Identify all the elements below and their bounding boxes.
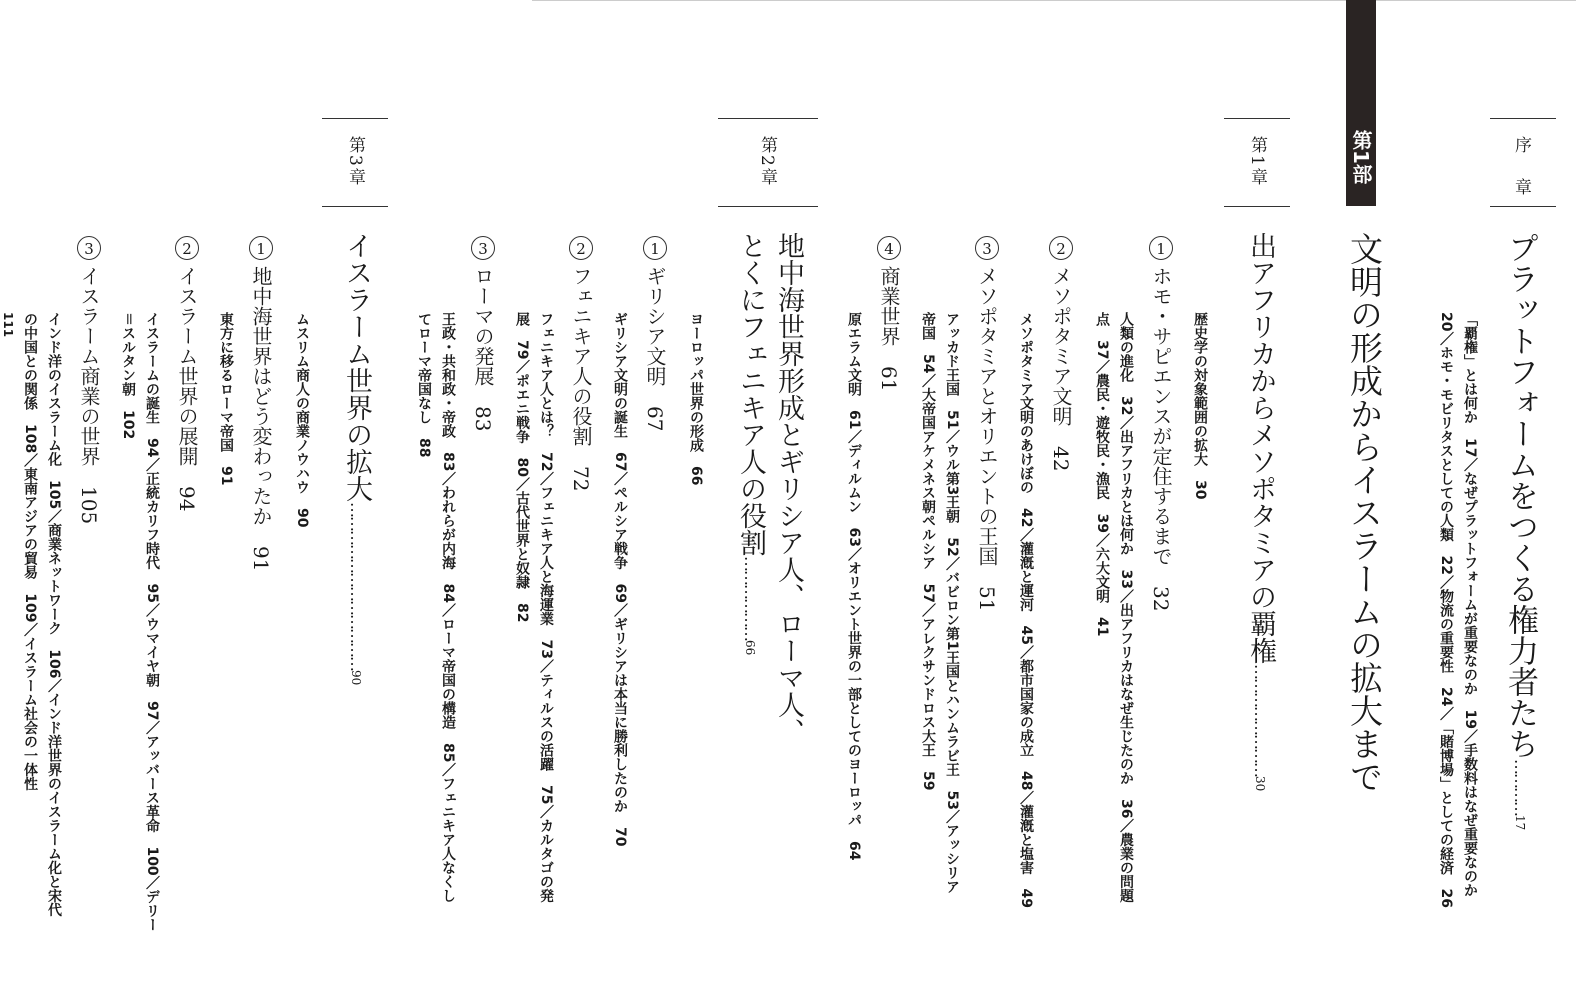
ch3-sec1-sub-1: 東方に移るローマ帝国 91 — [218, 312, 234, 486]
section-number-badge: 2 — [569, 236, 593, 260]
leader-dots: ……………… — [741, 556, 760, 640]
ch3-sec3 — [76, 236, 102, 524]
ch3-sec3-sub-1: インド洋のイスラーム化 105／商業ネットワーク 106／インド洋世界のイスラーム化と宋代 — [46, 312, 62, 917]
ch1-sec1-sub-1: 人類の進化 32／出アフリカとは何か 33／出アフリカはなぜ生じたのか 36／農業の問題 — [1118, 312, 1134, 903]
section-title: イスラーム商業の世界 105 — [77, 266, 101, 525]
ch1-sec1-sub-2: 点 37／農民・遊牧民・漁民 39／六大文明 41 — [1094, 312, 1110, 637]
section-title: ギリシア文明 67 — [643, 266, 667, 432]
ch3-label: 第3章 — [345, 136, 365, 187]
ch3-page: 90 — [349, 670, 363, 686]
leader-dots: ………… — [1511, 759, 1530, 815]
top-rule — [532, 0, 1576, 1]
section-number-badge: 2 — [175, 236, 199, 260]
ch3-sec2-sub-2: ＝スルタン朝 102 — [120, 312, 136, 440]
intro-page: 17 — [1513, 815, 1527, 831]
intro-sub-1: 「覇権」とは何か 17／なぜプラットフォームが重要なのか 19／手数料はなぜ重要なのか — [1462, 312, 1478, 897]
ch2-page: 66 — [743, 640, 757, 656]
ch2-sec3-sub-2: てローマ帝国なし 88 — [416, 312, 432, 458]
ch2-sec1 — [642, 236, 668, 431]
intro-title — [1500, 232, 1540, 952]
ch1-sec2 — [1048, 236, 1074, 471]
ch2-sec3 — [470, 236, 496, 431]
ch2-sec2-sub-1: フェニキア人とは？ 72／フェニキア人と海運業 73／ティルスの活躍 75／カルタゴの発 — [538, 312, 554, 903]
ch1-title — [1242, 232, 1278, 791]
ch2-sec2-sub-2: 展 79／ポエニ戦争 80／古代世界と奴隷 82 — [514, 312, 530, 623]
intro-label-rule-top — [1490, 118, 1556, 119]
ch3-title-text: イスラーム世界の拡大 — [341, 232, 372, 502]
ch1-title-text: 出アフリカからメソポタミアの覇権 — [1245, 232, 1276, 664]
ch2-title-line-1: 地中海世界形成とギリシア人、ローマ人、 — [773, 232, 804, 745]
ch2-sec1-sub-1: ギリシア文明の誕生 67／ペルシア戦争 69／ギリシアは本当に勝利したのか 70 — [612, 312, 628, 847]
ch2-sec2 — [568, 236, 594, 491]
ch3-label-rule-top — [322, 118, 388, 119]
section-title: ローマの発展 83 — [471, 266, 495, 432]
leader-dots: ……………………………… — [347, 502, 366, 670]
ch3-title — [338, 232, 374, 685]
part1-label: 第1部 — [1349, 130, 1373, 184]
intro-label: 序 章 — [1511, 136, 1531, 199]
ch2-label: 第2章 — [757, 136, 777, 187]
ch3-sec3-sub-3: 111 — [1, 312, 15, 338]
section-title: イスラーム世界の展開 94 — [175, 266, 199, 512]
ch1-sec2-sub-1: メソポタミア文明のあけぼの 42／灌漑と運河 45／都市国家の成立 48／灌漑と塩害 49 — [1018, 312, 1034, 908]
section-number-badge: 3 — [975, 236, 999, 260]
ch2-label-rule-top — [718, 118, 818, 119]
ch2-label-rule-bottom — [718, 206, 818, 207]
section-number-badge: 4 — [877, 236, 901, 260]
ch2-title-line-2-text: とくにフェニキア人の役割 — [735, 232, 766, 556]
ch3-sec2 — [174, 236, 200, 511]
section-number-badge: 2 — [1049, 236, 1073, 260]
ch1-label-rule-top — [1224, 118, 1290, 119]
ch3-sec1 — [248, 236, 274, 571]
ch1-sec3-sub-2: 帝国 54／大帝国アケメネス朝ペルシア 57／アレクサンドロス大王 59 — [920, 312, 936, 791]
ch1-lead-text: 歴史学の対象範囲の拡大 30 — [1192, 312, 1208, 500]
intro-title-text: プラットフォームをつくる権力者たち — [1502, 232, 1538, 759]
section-title: メソポタミアとオリエントの王国 51 — [975, 266, 999, 612]
section-number-badge: 1 — [249, 236, 273, 260]
section-number-badge: 3 — [77, 236, 101, 260]
section-number-badge: 1 — [643, 236, 667, 260]
ch1-page: 30 — [1253, 776, 1267, 792]
ch1-sec3-sub-1: アッカド王国 51／ウル第3王朝 52／バビロン第1王国とハンムラビ王 53／アッシリア — [944, 312, 960, 894]
ch3-lead: ムスリム商人の商業ノウハウ 90 — [294, 312, 310, 528]
ch1-label-rule-bottom — [1224, 206, 1290, 207]
intro-label-rule-bottom — [1490, 206, 1556, 207]
part1-title: 文明の形成からイスラームの拡大まで — [1345, 232, 1384, 793]
ch3-sec3-sub-2: の中国との関係 108／東南アジアの貿易 109／イスラーム社会の一体性 — [22, 312, 38, 791]
ch1-sec3 — [974, 236, 1000, 611]
ch1-sec4-sub-1: 原エラム文明 61／ディルムン 63／オリエント世界の一部としてのヨーロッパ 64 — [846, 312, 862, 861]
ch1-label: 第1章 — [1247, 136, 1267, 187]
ch1-sec1 — [1148, 236, 1174, 611]
section-title: フェニキア人の役割 72 — [569, 266, 593, 492]
ch2-title-line-2 — [732, 232, 768, 655]
ch2-lead: ヨーロッパ世界の形成 66 — [688, 312, 704, 486]
ch1-lead — [1188, 312, 1211, 499]
intro-sub-2: 20／ホモ・モビリタスとしての人類 22／物流の重要性 24／「賭博場」としての経済 26 — [1438, 312, 1454, 908]
section-number-badge: 1 — [1149, 236, 1173, 260]
section-title: 商業世界 61 — [877, 266, 901, 392]
section-title: ホモ・サピエンスが定住するまで 32 — [1149, 266, 1173, 612]
leader-dots: …………………… — [1251, 664, 1270, 776]
section-title: メソポタミア文明 42 — [1049, 266, 1073, 472]
ch2-sec3-sub-1: 王政・共和政・帝政 83／われらが内海 84／ローマ帝国の構造 85／フェニキア人なくし — [440, 312, 456, 903]
ch3-label-rule-bottom — [322, 206, 388, 207]
ch3-sec2-sub-1: イスラームの誕生 94／正統カリフ時代 95／ウマイヤ朝 97／アッバース革命 100／デリー — [144, 312, 160, 932]
section-title: 地中海世界はどう変わったか 91 — [249, 266, 273, 572]
ch1-sec4 — [876, 236, 902, 391]
section-number-badge: 3 — [471, 236, 495, 260]
